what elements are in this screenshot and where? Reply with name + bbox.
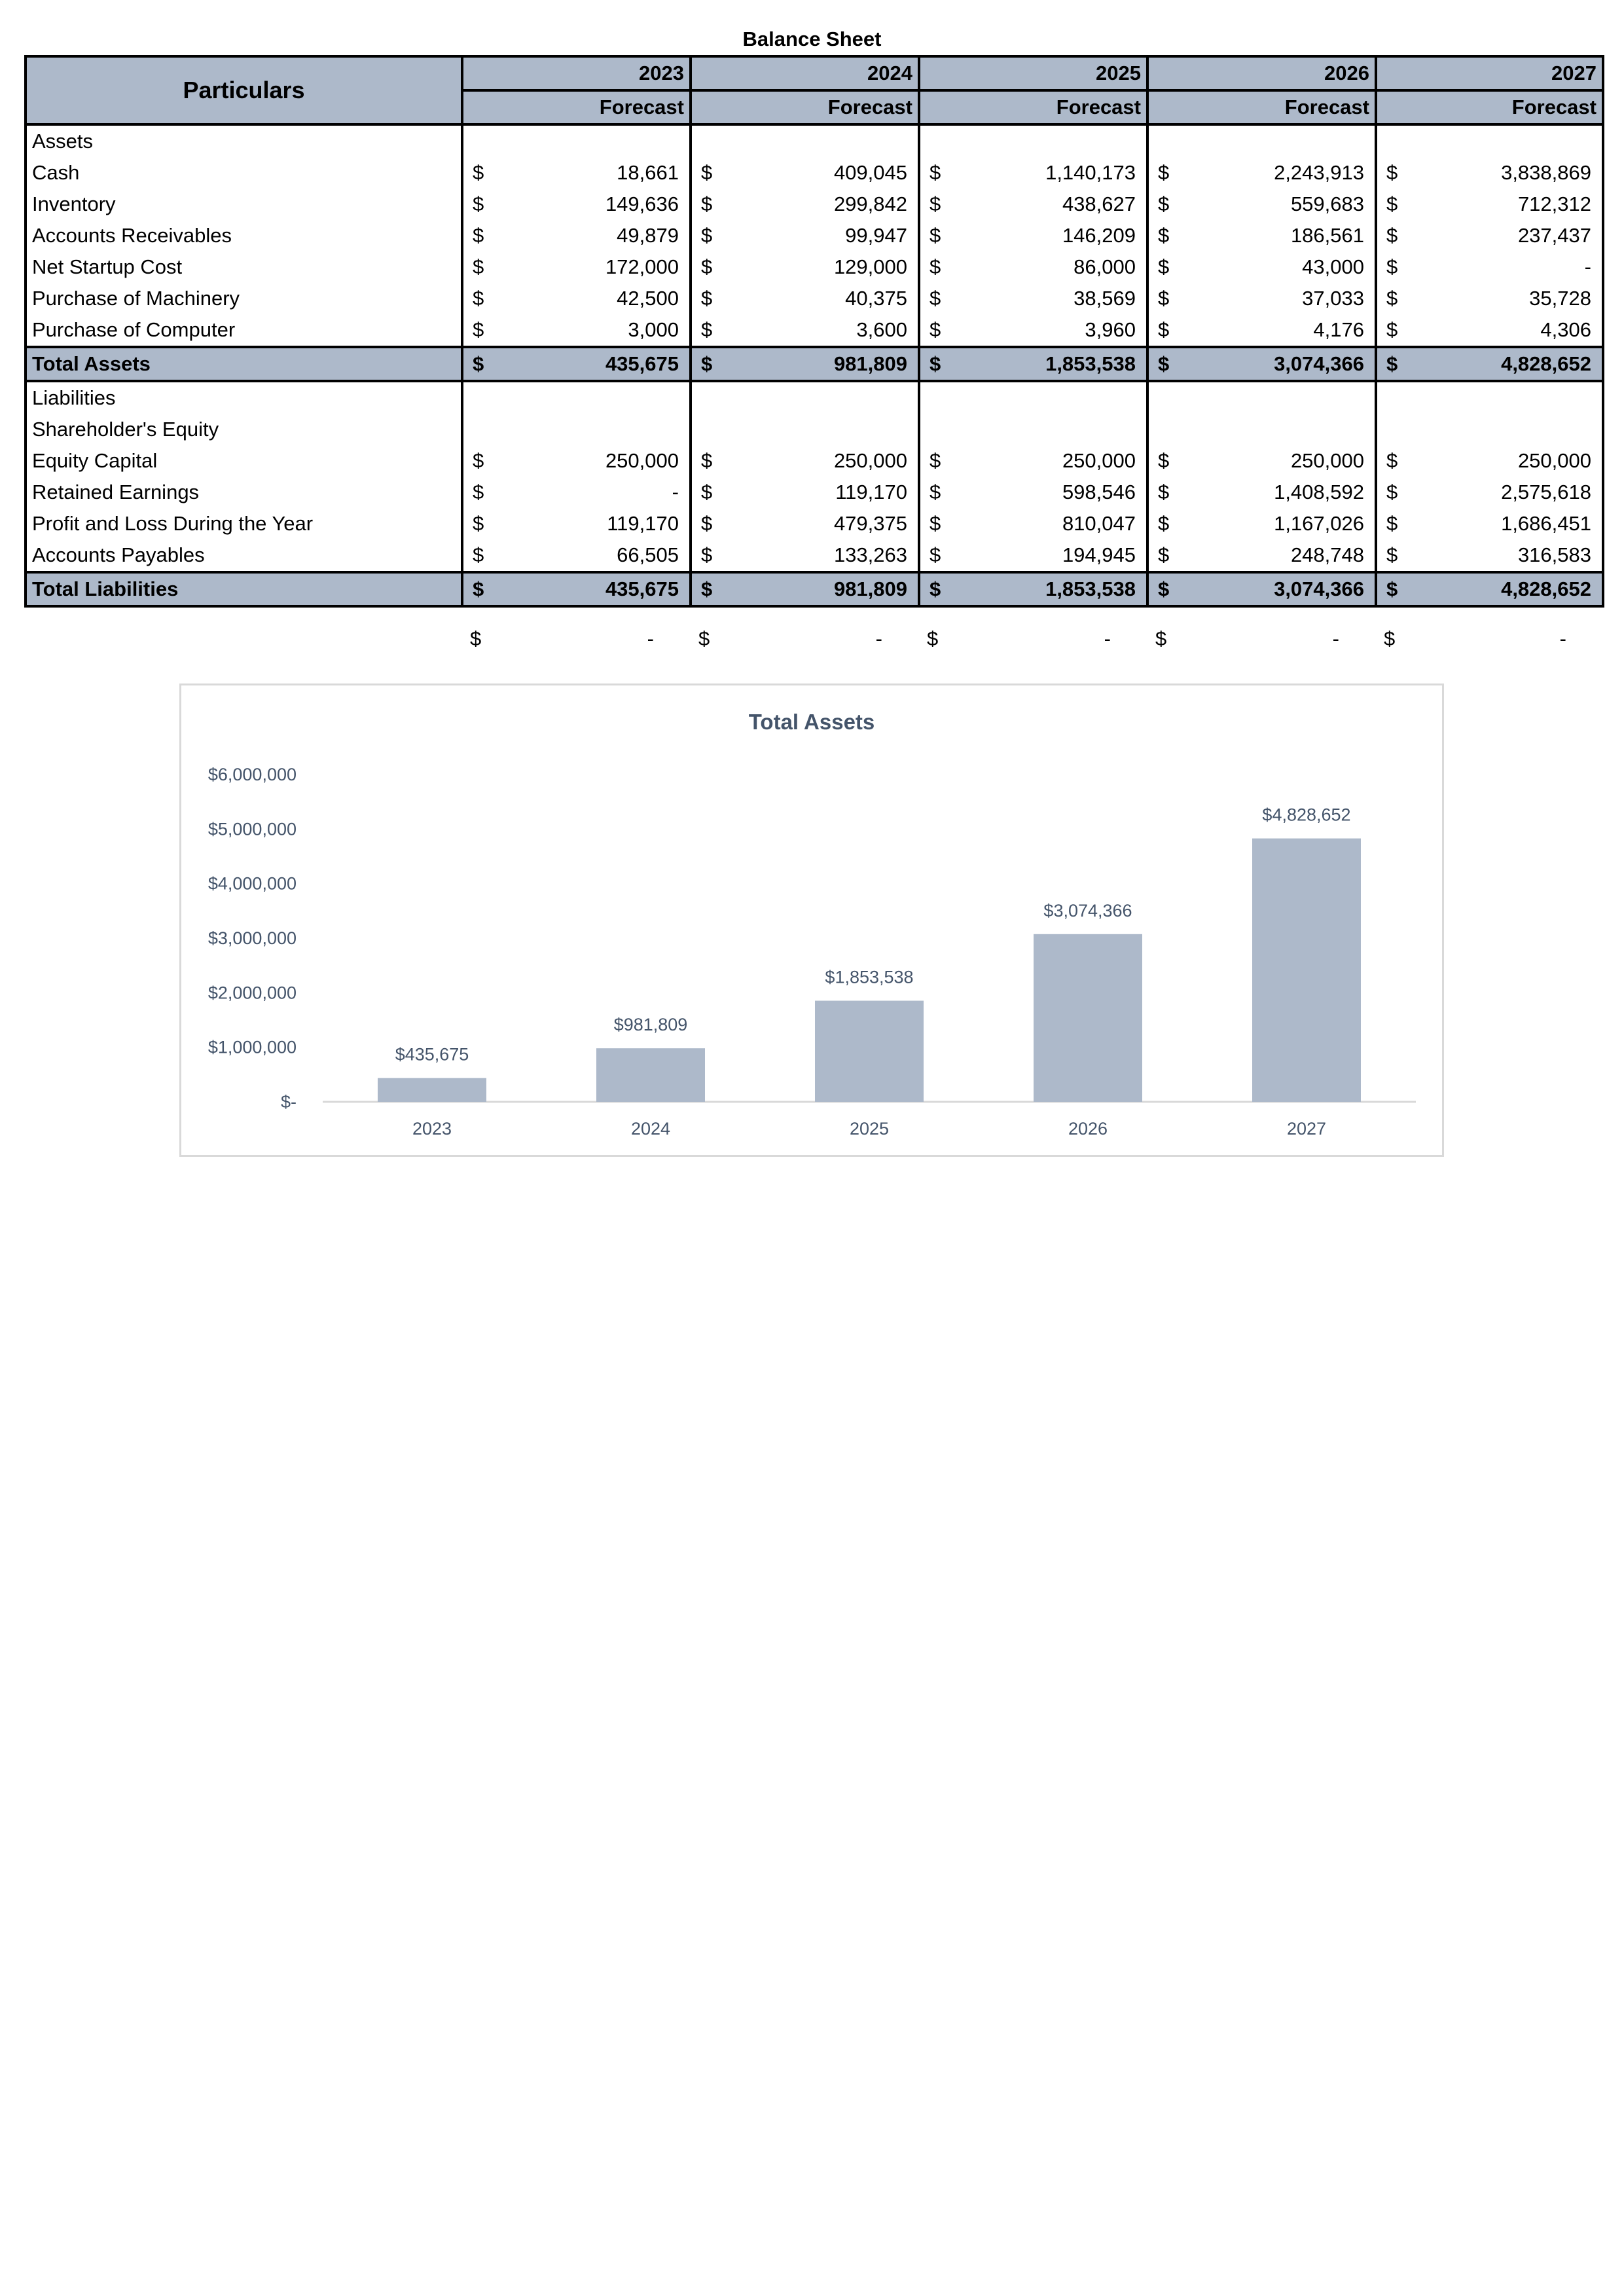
row-label-cash: Cash [26,157,462,189]
currency-symbol: $ [1158,192,1170,215]
x-tick-label: 2023 [412,1119,452,1139]
currency-symbol [1376,414,1413,445]
table-row [26,157,1603,189]
data-label: $1,853,538 [825,967,914,987]
value-cell: 810,047 [956,508,1147,539]
currency-symbol: $ [1386,255,1398,278]
currency-symbol: $ [701,481,713,503]
currency-symbol [919,414,956,445]
bar-2027 [1252,839,1361,1102]
value-cell [956,414,1147,445]
currency-symbol: $ [1158,512,1170,535]
data-label: $4,828,652 [1262,805,1351,825]
currency-symbol: $ [701,449,713,472]
bar-2024 [596,1048,705,1102]
currency-symbol: $ [701,255,713,278]
value-cell [956,381,1147,414]
bar-2023 [378,1078,486,1102]
row-label-profit-and-loss-during-the-year: Profit and Loss During the Year [26,508,462,539]
currency-symbol: $ [929,543,941,566]
x-tick-label: 2027 [1286,1119,1327,1139]
value-cell: 435,675 [499,572,691,606]
value-cell: 149,636 [499,189,691,220]
value-cell: 559,683 [1184,189,1376,220]
data-label: $981,809 [613,1015,688,1035]
table-row [26,508,1603,539]
total-assets-chart [179,683,1444,1157]
currency-symbol: $ [929,318,941,341]
currency-symbol: $ [1384,627,1396,650]
currency-symbol: $ [929,161,941,184]
value-cell: 1,853,538 [956,572,1147,606]
value-cell [956,124,1147,157]
value-cell: 49,879 [499,220,691,251]
currency-symbol [1147,381,1184,414]
row-label-purchase-of-computer: Purchase of Computer [26,314,462,347]
currency-symbol: $ [473,255,484,278]
currency-symbol [462,124,499,157]
value-cell: 129,000 [727,251,919,283]
year-header: 2025 [919,56,1147,90]
currency-symbol: $ [1155,627,1167,650]
data-label: $435,675 [395,1044,469,1065]
row-label-assets: Assets [26,124,462,157]
currency-symbol: $ [1386,192,1398,215]
row-label-total-liabilities: Total Liabilities [26,572,462,606]
particulars-header: Particulars [26,56,462,124]
value-cell: 3,000 [499,314,691,347]
table-row [26,251,1603,283]
currency-symbol [1376,124,1413,157]
currency-symbol: $ [473,224,484,247]
value-cell: 438,627 [956,189,1147,220]
currency-symbol: $ [473,287,484,310]
table-row [26,189,1603,220]
currency-symbol: $ [462,347,499,381]
currency-symbol: $ [1386,318,1398,341]
value-cell: 299,842 [727,189,919,220]
currency-symbol: $ [1158,224,1170,247]
y-tick-label: $- [280,1092,297,1112]
check-label-cell [24,623,461,655]
y-tick-label: $3,000,000 [208,928,297,948]
x-tick-label: 2026 [1068,1119,1108,1139]
row-label-retained-earnings: Retained Earnings [26,477,462,508]
x-tick-label: 2024 [630,1119,671,1139]
value-cell: 35,728 [1413,283,1603,314]
currency-symbol: $ [473,161,484,184]
currency-symbol: $ [473,192,484,215]
check-value-cell: - [1332,627,1339,650]
forecast-subheader: Forecast [462,90,691,124]
y-tick-label: $1,000,000 [208,1037,297,1057]
currency-symbol: $ [701,543,713,566]
currency-symbol: $ [929,512,941,535]
currency-symbol: $ [701,287,713,310]
check-value-cell: - [1559,627,1566,650]
value-cell: 2,243,913 [1184,157,1376,189]
currency-symbol [462,381,499,414]
currency-symbol: $ [1158,449,1170,472]
value-cell: 250,000 [727,445,919,477]
currency-symbol: $ [929,224,941,247]
currency-symbol: $ [929,192,941,215]
value-cell [727,124,919,157]
value-cell: 146,209 [956,220,1147,251]
value-cell: 316,583 [1413,539,1603,572]
currency-symbol: $ [929,449,941,472]
forecast-subheader: Forecast [1147,90,1376,124]
currency-symbol: $ [470,627,482,650]
bar-2025 [815,1001,924,1102]
value-cell: 1,140,173 [956,157,1147,189]
value-cell: 250,000 [499,445,691,477]
value-cell [1184,381,1376,414]
currency-symbol: $ [1158,481,1170,503]
currency-symbol: $ [473,449,484,472]
value-cell [1184,414,1376,445]
currency-symbol: $ [698,627,710,650]
currency-symbol [919,381,956,414]
y-tick-label: $2,000,000 [208,983,297,1003]
value-cell: 4,176 [1184,314,1376,347]
value-cell: 409,045 [727,157,919,189]
forecast-subheader: Forecast [691,90,919,124]
value-cell: 248,748 [1184,539,1376,572]
balance-check-row [24,623,1602,655]
value-cell: 479,375 [727,508,919,539]
value-cell [727,381,919,414]
currency-symbol [691,414,727,445]
currency-symbol: $ [473,481,484,503]
value-cell: 186,561 [1184,220,1376,251]
balance-sheet-body [26,124,1603,606]
check-value-cell: - [647,627,654,650]
chart-title: Total Assets [748,710,875,734]
currency-symbol: $ [1386,481,1398,503]
currency-symbol: $ [1158,287,1170,310]
currency-symbol: $ [1386,543,1398,566]
value-cell: 250,000 [956,445,1147,477]
value-cell: 42,500 [499,283,691,314]
currency-symbol: $ [1376,347,1413,381]
table-row [26,539,1603,572]
value-cell: 3,960 [956,314,1147,347]
row-label-liabilities: Liabilities [26,381,462,414]
year-header: 2024 [691,56,919,90]
currency-symbol [1376,381,1413,414]
currency-symbol: $ [1386,512,1398,535]
value-cell: 598,546 [956,477,1147,508]
value-cell: 1,167,026 [1184,508,1376,539]
currency-symbol: $ [919,347,956,381]
value-cell: 133,263 [727,539,919,572]
value-cell: 40,375 [727,283,919,314]
value-cell: 66,505 [499,539,691,572]
forecast-subheader: Forecast [1376,90,1603,124]
value-cell [499,381,691,414]
value-cell: 435,675 [499,347,691,381]
value-cell: 2,575,618 [1413,477,1603,508]
currency-symbol: $ [1386,449,1398,472]
table-row [26,445,1603,477]
currency-symbol: $ [691,572,727,606]
value-cell: 1,408,592 [1184,477,1376,508]
value-cell: 1,686,451 [1413,508,1603,539]
currency-symbol: $ [1158,318,1170,341]
row-label-inventory: Inventory [26,189,462,220]
table-row [26,477,1603,508]
currency-symbol: $ [1158,543,1170,566]
value-cell: 119,170 [499,508,691,539]
value-cell: 172,000 [499,251,691,283]
check-value-cell: - [875,627,882,650]
x-tick-label: 2025 [849,1119,890,1139]
chart-canvas [181,685,1442,1155]
value-cell: 194,945 [956,539,1147,572]
value-cell [727,414,919,445]
currency-symbol: $ [701,512,713,535]
row-label-net-startup-cost: Net Startup Cost [26,251,462,283]
value-cell [1413,124,1603,157]
currency-symbol: $ [701,161,713,184]
table-row [26,314,1603,347]
currency-symbol: $ [1386,287,1398,310]
currency-symbol: $ [473,512,484,535]
currency-symbol [1147,124,1184,157]
value-cell: 3,074,366 [1184,572,1376,606]
row-label-accounts-payables: Accounts Payables [26,539,462,572]
value-cell [1413,381,1603,414]
currency-symbol: $ [1158,255,1170,278]
value-cell: 38,569 [956,283,1147,314]
year-header: 2026 [1147,56,1376,90]
year-header: 2023 [462,56,691,90]
currency-symbol: $ [1158,161,1170,184]
row-label-purchase-of-machinery: Purchase of Machinery [26,283,462,314]
forecast-subheader: Forecast [919,90,1147,124]
currency-symbol [462,414,499,445]
balance-sheet-table [24,55,1604,608]
currency-symbol [691,381,727,414]
currency-symbol: $ [929,255,941,278]
currency-symbol: $ [929,287,941,310]
value-cell: 43,000 [1184,251,1376,283]
value-cell: 4,828,652 [1413,572,1603,606]
value-cell: 4,306 [1413,314,1603,347]
currency-symbol: $ [701,318,713,341]
currency-symbol: $ [691,347,727,381]
currency-symbol: $ [1147,347,1184,381]
currency-symbol: $ [701,192,713,215]
currency-symbol [691,124,727,157]
year-header: 2027 [1376,56,1603,90]
y-tick-label: $4,000,000 [208,873,297,894]
value-cell: 1,853,538 [956,347,1147,381]
data-label: $3,074,366 [1043,900,1132,920]
currency-symbol: $ [1386,224,1398,247]
currency-symbol: $ [473,318,484,341]
row-label-accounts-receivables: Accounts Receivables [26,220,462,251]
value-cell: 4,828,652 [1413,347,1603,381]
value-cell [499,124,691,157]
row-label-shareholder-s-equity: Shareholder's Equity [26,414,462,445]
value-cell: - [499,477,691,508]
currency-symbol: $ [1147,572,1184,606]
value-cell: 3,074,366 [1184,347,1376,381]
value-cell: 86,000 [956,251,1147,283]
value-cell: - [1413,251,1603,283]
currency-symbol: $ [1386,161,1398,184]
row-label-total-assets: Total Assets [26,347,462,381]
currency-symbol: $ [919,572,956,606]
table-row [26,220,1603,251]
currency-symbol: $ [701,224,713,247]
value-cell: 981,809 [727,572,919,606]
value-cell: 712,312 [1413,189,1603,220]
value-cell: 37,033 [1184,283,1376,314]
table-row [26,283,1603,314]
table-row [26,124,1603,157]
value-cell: 18,661 [499,157,691,189]
row-label-equity-capital: Equity Capital [26,445,462,477]
currency-symbol: $ [473,543,484,566]
value-cell: 99,947 [727,220,919,251]
value-cell: 250,000 [1184,445,1376,477]
table-row [26,347,1603,381]
value-cell [1413,414,1603,445]
value-cell [1184,124,1376,157]
currency-symbol [1147,414,1184,445]
value-cell: 250,000 [1413,445,1603,477]
y-tick-label: $5,000,000 [208,819,297,839]
currency-symbol: $ [462,572,499,606]
value-cell: 237,437 [1413,220,1603,251]
currency-symbol: $ [927,627,939,650]
table-row [26,414,1603,445]
table-row [26,572,1603,606]
currency-symbol [919,124,956,157]
y-tick-label: $6,000,000 [208,765,297,784]
bar-2026 [1034,934,1142,1102]
value-cell [499,414,691,445]
table-row [26,381,1603,414]
value-cell: 3,600 [727,314,919,347]
sheet-title: Balance Sheet [742,27,882,50]
check-value-cell: - [1104,627,1111,650]
currency-symbol: $ [1376,572,1413,606]
currency-symbol: $ [929,481,941,503]
value-cell: 981,809 [727,347,919,381]
value-cell: 3,838,869 [1413,157,1603,189]
value-cell: 119,170 [727,477,919,508]
